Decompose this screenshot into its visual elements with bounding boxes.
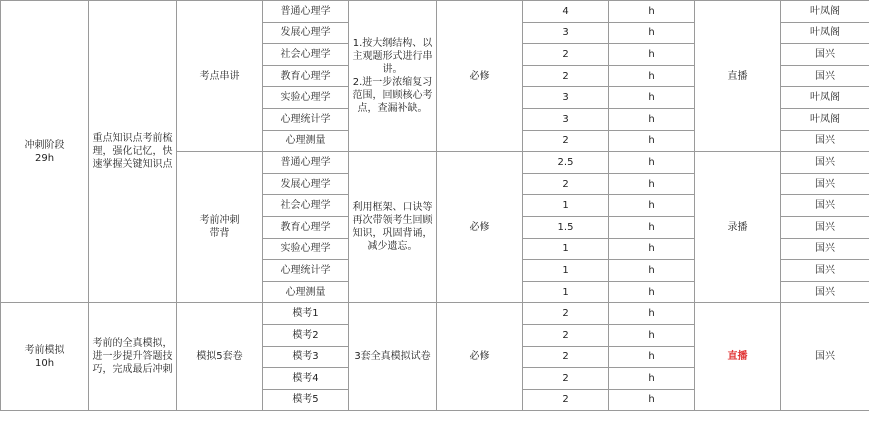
delivery-format-cell: 直播: [695, 303, 781, 411]
unit-cell: h: [609, 1, 695, 23]
subject-cell: 社会心理学: [263, 44, 349, 66]
teacher-cell: 叶凤阁: [781, 108, 869, 130]
subject-cell: 模考3: [263, 346, 349, 368]
subject-cell: 心理统计学: [263, 108, 349, 130]
subject-cell: 心理统计学: [263, 260, 349, 282]
unit-cell: h: [609, 108, 695, 130]
module-content-cell: 3套全真模拟试卷: [349, 303, 437, 411]
subject-cell: 教育心理学: [263, 65, 349, 87]
module-name-cell: 模拟5套卷: [177, 303, 263, 411]
unit-cell: h: [609, 173, 695, 195]
hours-cell: 3: [523, 22, 609, 44]
teacher-cell: 国兴: [781, 281, 869, 303]
hours-cell: 2: [523, 389, 609, 411]
teacher-cell: 叶凤阁: [781, 22, 869, 44]
hours-cell: 1: [523, 195, 609, 217]
hours-cell: 3: [523, 87, 609, 109]
hours-cell: 2: [523, 65, 609, 87]
subject-cell: 发展心理学: [263, 173, 349, 195]
unit-cell: h: [609, 281, 695, 303]
hours-cell: 2: [523, 346, 609, 368]
subject-cell: 教育心理学: [263, 216, 349, 238]
hours-cell: 1.5: [523, 216, 609, 238]
teacher-cell: 国兴: [781, 65, 869, 87]
subject-cell: 发展心理学: [263, 22, 349, 44]
unit-cell: h: [609, 368, 695, 390]
hours-cell: 1: [523, 238, 609, 260]
teacher-cell: 国兴: [781, 152, 869, 174]
hours-cell: 1: [523, 281, 609, 303]
unit-cell: h: [609, 389, 695, 411]
stage-cell: 考前模拟 10h: [1, 303, 89, 411]
table-row: [1, 303, 869, 325]
unit-cell: h: [609, 130, 695, 152]
hours-cell: 2: [523, 130, 609, 152]
hours-cell: 2.5: [523, 152, 609, 174]
unit-cell: h: [609, 346, 695, 368]
subject-cell: 心理测量: [263, 130, 349, 152]
subject-cell: 普通心理学: [263, 1, 349, 23]
teacher-cell: 叶凤阁: [781, 1, 869, 23]
table-row: [1, 1, 869, 23]
unit-cell: h: [609, 65, 695, 87]
unit-cell: h: [609, 260, 695, 282]
unit-cell: h: [609, 303, 695, 325]
teacher-cell: 国兴: [781, 303, 869, 411]
delivery-format-cell: 录播: [695, 152, 781, 303]
hours-cell: 3: [523, 108, 609, 130]
teacher-cell: 叶凤阁: [781, 87, 869, 109]
subject-cell: 实验心理学: [263, 238, 349, 260]
hours-cell: 2: [523, 368, 609, 390]
unit-cell: h: [609, 152, 695, 174]
teacher-cell: 国兴: [781, 130, 869, 152]
stage-cell: 冲刺阶段 29h: [1, 1, 89, 303]
hours-cell: 2: [523, 44, 609, 66]
course-type-cell: 必修: [437, 303, 523, 411]
teacher-cell: 国兴: [781, 195, 869, 217]
course-type-cell: 必修: [437, 1, 523, 152]
delivery-format-cell: 直播: [695, 1, 781, 152]
module-name-cell: 考点串讲: [177, 1, 263, 152]
teacher-cell: 国兴: [781, 238, 869, 260]
unit-cell: h: [609, 87, 695, 109]
subject-cell: 模考5: [263, 389, 349, 411]
subject-cell: 模考1: [263, 303, 349, 325]
hours-cell: 2: [523, 173, 609, 195]
unit-cell: h: [609, 195, 695, 217]
stage-goal-cell: 重点知识点考前梳理，强化记忆，快速掌握关键知识点: [89, 1, 177, 303]
unit-cell: h: [609, 238, 695, 260]
unit-cell: h: [609, 216, 695, 238]
hours-cell: 2: [523, 324, 609, 346]
hours-cell: 2: [523, 303, 609, 325]
subject-cell: 模考4: [263, 368, 349, 390]
subject-cell: 实验心理学: [263, 87, 349, 109]
subject-cell: 社会心理学: [263, 195, 349, 217]
hours-cell: 1: [523, 260, 609, 282]
unit-cell: h: [609, 324, 695, 346]
module-name-cell: 考前冲刺 带背: [177, 152, 263, 303]
subject-cell: 普通心理学: [263, 152, 349, 174]
teacher-cell: 国兴: [781, 216, 869, 238]
schedule-body: [1, 1, 869, 411]
stage-goal-cell: 考前的全真模拟，进一步提升答题技巧，完成最后冲刺: [89, 303, 177, 411]
teacher-cell: 国兴: [781, 44, 869, 66]
subject-cell: 模考2: [263, 324, 349, 346]
unit-cell: h: [609, 22, 695, 44]
teacher-cell: 国兴: [781, 173, 869, 195]
module-content-cell: 1.按大纲结构、以主观题形式进行串讲。 2.进一步浓缩复习范围，回顾核心考点，查漏补缺。: [349, 1, 437, 152]
course-type-cell: 必修: [437, 152, 523, 303]
module-content-cell: 利用框架、口诀等再次带领考生回顾知识，巩固背诵，减少遗忘。: [349, 152, 437, 303]
teacher-cell: 国兴: [781, 260, 869, 282]
subject-cell: 心理测量: [263, 281, 349, 303]
unit-cell: h: [609, 44, 695, 66]
hours-cell: 4: [523, 1, 609, 23]
